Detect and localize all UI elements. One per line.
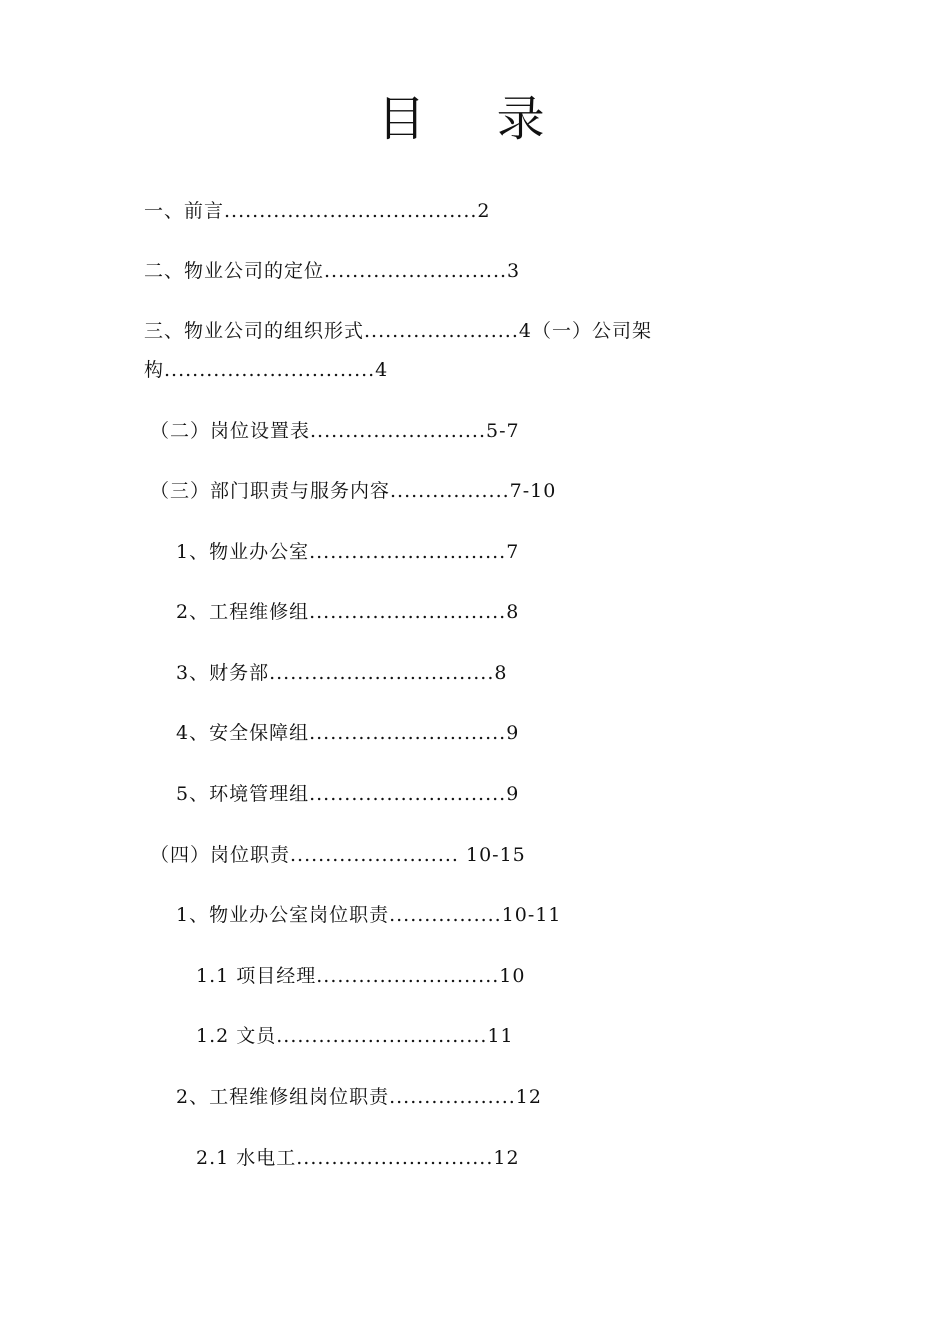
toc-entry-organization: 三、物业公司的组织形式......................4（一）公司架 — [144, 320, 652, 342]
toc-entry-preface: 一、前言....................................2 — [144, 200, 491, 222]
toc-entry-organization-cont: 构..............................4 — [144, 359, 389, 381]
toc-entry-dept-duties: （三）部门职责与服务内容.................7-10 — [150, 480, 557, 502]
toc-entry-environment: 5、环境管理组............................9 — [176, 783, 520, 805]
toc-entry-project-manager: 1.1 项目经理..........................10 — [196, 965, 526, 987]
toc-entry-maintenance-duties: 2、工程维修组岗位职责..................12 — [176, 1086, 542, 1108]
toc-entry-electrician: 2.1 水电工............................12 — [196, 1147, 520, 1169]
toc-entry-office: 1、物业办公室............................7 — [176, 541, 520, 563]
toc-entry-clerk: 1.2 文员..............................11 — [196, 1025, 514, 1047]
page-title: 目 录 — [377, 91, 573, 147]
toc-entry-maintenance: 2、工程维修组............................8 — [176, 601, 520, 623]
toc-entry-security: 4、安全保障组............................9 — [176, 722, 520, 744]
toc-entry-post-duties: （四）岗位职责........................ 10-15 — [150, 844, 526, 866]
toc-entry-positioning: 二、物业公司的定位..........................3 — [144, 260, 521, 282]
toc-entry-post-table: （二）岗位设置表.........................5-7 — [150, 420, 520, 442]
toc-entry-office-duties: 1、物业办公室岗位职责................10-11 — [176, 904, 562, 926]
toc-entry-finance: 3、财务部................................8 — [176, 662, 508, 684]
